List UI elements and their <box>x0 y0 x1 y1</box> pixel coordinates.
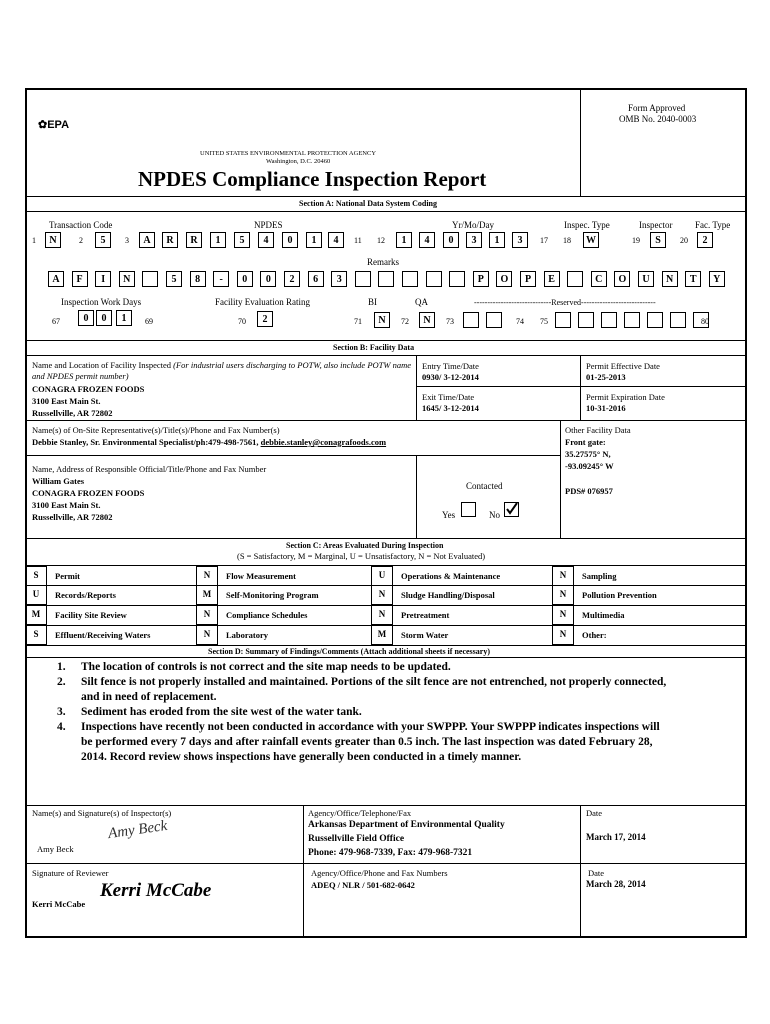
page-title: NPDES Compliance Inspection Report <box>138 167 487 191</box>
remarks-box: I <box>95 271 111 287</box>
remarks-box: O <box>496 271 512 287</box>
field-number: 20 <box>680 236 688 245</box>
area-label: Pollution Prevention <box>582 590 657 600</box>
finding-number: 4. <box>57 721 66 733</box>
field-number: 67 <box>52 317 60 326</box>
epa-logo: ✿EPA <box>38 119 70 131</box>
inspector-label: Name(s) and Signature(s) of Inspector(s) <box>32 808 172 818</box>
area-label: Flow Measurement <box>226 571 296 581</box>
agency-line-2: Russellville Field Office <box>308 834 405 844</box>
date-label-1: Date <box>586 808 603 818</box>
code-box: 5 <box>234 232 250 248</box>
entry-label: Entry Time/Date <box>422 361 479 371</box>
area-label: Pretreatment <box>401 610 450 620</box>
field-number: 69 <box>145 317 153 326</box>
facility-label: Name and Location of Facility Inspected (For industrial users discharging to POTW, also include POTW name and NPDES permit number) <box>32 360 411 381</box>
qa-box: N <box>419 312 435 328</box>
code-box: 5 <box>95 232 111 248</box>
finding-text: be performed every 7 days and after rainfall events greater than 0.5 inch. The last inspection was dated February 28, <box>81 736 653 748</box>
area-label: Laboratory <box>226 630 269 640</box>
reserved-box <box>578 312 594 328</box>
reserved-box <box>601 312 617 328</box>
remarks-box: 8 <box>190 271 206 287</box>
field-number: 11 <box>354 236 362 245</box>
remarks-box: F <box>72 271 88 287</box>
responsible-label: Name, Address of Responsible Official/Title/Phone and Fax Number <box>32 464 267 474</box>
label-bi: BI <box>368 297 377 307</box>
area-label: Multimedia <box>582 610 625 620</box>
code-box: 4 <box>328 232 344 248</box>
remarks-box: O <box>614 271 630 287</box>
area-rating: M <box>31 609 41 619</box>
code-box: 4 <box>419 232 435 248</box>
code-box: 1 <box>306 232 322 248</box>
field-number: 73 <box>446 317 454 326</box>
label-remarks: Remarks <box>367 257 399 267</box>
area-label: Compliance Schedules <box>226 610 308 620</box>
area-label: Facility Site Review <box>55 610 127 620</box>
responsible-line-2: CONAGRA FROZEN FOODS <box>32 488 145 498</box>
area-label: Operations & Maintenance <box>401 571 501 581</box>
agency-line-3: Phone: 479-968-7339, Fax: 479-968-7321 <box>308 848 473 858</box>
area-label: Other: <box>582 630 607 640</box>
remarks-box: T <box>685 271 701 287</box>
date-1: March 17, 2014 <box>586 832 646 842</box>
area-rating: N <box>203 629 211 639</box>
code-box: N <box>45 232 61 248</box>
remarks-box: - <box>213 271 229 287</box>
omb-number: OMB No. 2040-0003 <box>619 114 697 124</box>
work-days-box: 0 <box>96 310 112 326</box>
facility-line-2: 3100 East Main St. <box>32 396 101 406</box>
other-line-2: 35.27575° N, <box>565 449 611 459</box>
code-box: 3 <box>466 232 482 248</box>
code-box: 4 <box>258 232 274 248</box>
date-2: March 28, 2014 <box>586 879 646 889</box>
field-number: 80 <box>701 317 709 326</box>
agency2-label: Agency/Office/Phone and Fax Numbers <box>311 868 448 878</box>
other-facility-label: Other Facility Data <box>565 425 631 435</box>
label-inspector: Inspector <box>639 220 673 230</box>
yes-label: Yes <box>442 510 456 520</box>
finding-text: Silt fence is not properly installed and maintained. Portions of the silt fence are not entrenched, not properly connected, <box>81 676 667 688</box>
field-number: 70 <box>238 317 246 326</box>
exit-value: 1645/ 3-12-2014 <box>422 403 479 413</box>
remarks-box <box>449 271 465 287</box>
code-box: A <box>139 232 155 248</box>
area-rating: S <box>33 629 39 639</box>
entry-value: 0930/ 3-12-2014 <box>422 372 479 382</box>
reserved-box <box>647 312 663 328</box>
field-number: 12 <box>377 236 385 245</box>
code-box: 1 <box>489 232 505 248</box>
agency-line-1: Arkansas Department of Environmental Quality <box>308 820 505 830</box>
area-label: Records/Reports <box>55 590 116 600</box>
field-number: 75 <box>540 317 548 326</box>
area-rating: N <box>203 570 211 580</box>
area-label: Sludge Handling/Disposal <box>401 590 495 600</box>
contacted-label: Contacted <box>466 481 503 491</box>
area-label: Self-Monitoring Program <box>226 590 319 600</box>
reviewer-signature: Kerri McCabe <box>100 880 212 901</box>
work-days-box: 0 <box>78 310 94 326</box>
reserved-box <box>463 312 479 328</box>
field-number: 71 <box>354 317 362 326</box>
code-box: W <box>583 232 599 248</box>
onsite-value: Debbie Stanley, Sr. Environmental Specialist/ph:479-498-7561, debbie.stanley@conagrafoods.com <box>32 437 387 447</box>
remarks-box: 6 <box>308 271 324 287</box>
form-approved: Form Approved <box>628 103 686 113</box>
finding-number: 1. <box>57 661 66 673</box>
label-yrmoday: Yr/Mo/Day <box>452 220 494 230</box>
onsite-email[interactable]: debbie.stanley@conagrafoods.com <box>260 437 387 447</box>
area-rating: M <box>377 629 387 639</box>
agency2-value: ADEQ / NLR / 501-682-0642 <box>311 880 415 890</box>
area-rating: U <box>378 570 386 580</box>
reserved-box <box>670 312 686 328</box>
remarks-box <box>142 271 158 287</box>
area-rating: N <box>559 629 567 639</box>
section-c-legend: (S = Satisfactory, M = Marginal, U = Unsatisfactory, N = Not Evaluated) <box>237 551 486 561</box>
area-rating: N <box>559 609 567 619</box>
onsite-label: Name(s) of On-Site Representative(s)/Title(s)/Phone and Fax Number(s) <box>32 425 280 435</box>
bi-box: N <box>374 312 390 328</box>
area-label: Sampling <box>582 571 617 581</box>
field-number: 2 <box>79 236 83 245</box>
section-b-title: Section B: Facility Data <box>333 343 415 352</box>
section-c-title: Section C: Areas Evaluated During Inspection <box>286 541 444 550</box>
finding-text: The location of controls is not correct and the site map needs to be updated. <box>81 661 451 673</box>
finding-text: Inspections have recently not been conducted in accordance with your SWPPP. Your SWPPP indicates inspections will <box>81 721 660 733</box>
agency-location: Washington, D.C. 20460 <box>266 158 331 165</box>
other-line-3: -93.09245° W <box>565 461 614 471</box>
responsible-line-1: William Gates <box>32 476 85 486</box>
remarks-box <box>567 271 583 287</box>
area-rating: M <box>202 589 212 599</box>
remarks-box <box>426 271 442 287</box>
field-number: 17 <box>540 236 548 245</box>
no-label: No <box>489 510 500 520</box>
rating-box: 2 <box>257 311 273 327</box>
area-rating: N <box>203 609 211 619</box>
reserved-box <box>624 312 640 328</box>
area-rating: N <box>378 589 386 599</box>
inspector-name: Amy Beck <box>37 844 74 854</box>
remarks-box: 0 <box>260 271 276 287</box>
exit-label: Exit Time/Date <box>422 392 475 402</box>
agency-label: Agency/Office/Telephone/Fax <box>308 808 412 818</box>
remarks-box: E <box>544 271 560 287</box>
label-npdes: NPDES <box>254 220 283 230</box>
label-transaction-code: Transaction Code <box>49 220 113 230</box>
permit-eff-label: Permit Effective Date <box>586 361 660 371</box>
permit-exp-label: Permit Expiration Date <box>586 392 665 402</box>
label-inspec-type: Inspec. Type <box>564 220 610 230</box>
field-number: 19 <box>632 236 640 245</box>
remarks-box <box>378 271 394 287</box>
area-rating: N <box>559 589 567 599</box>
work-days-box: 1 <box>116 310 132 326</box>
field-number: 3 <box>125 236 129 245</box>
label-facility-evaluation-rating: Facility Evaluation Rating <box>215 297 310 307</box>
area-label: Storm Water <box>401 630 449 640</box>
label-fac-type: Fac. Type <box>695 220 731 230</box>
remarks-box: C <box>591 271 607 287</box>
remarks-box: N <box>662 271 678 287</box>
checkmark-icon <box>505 502 518 515</box>
code-box: 0 <box>282 232 298 248</box>
label-reserved: -----------------------------Reserved---------------------------- <box>474 298 656 307</box>
code-box: 2 <box>697 232 713 248</box>
remarks-box: P <box>473 271 489 287</box>
finding-text: 2014. Record review shows inspections have generally been conducted in a timely manner. <box>81 751 522 763</box>
area-label: Permit <box>55 571 81 581</box>
field-number: 72 <box>401 317 409 326</box>
area-rating: N <box>559 570 567 580</box>
code-box: 0 <box>443 232 459 248</box>
area-rating: U <box>32 589 40 599</box>
epa-logo-icon: ✿ <box>38 119 48 131</box>
permit-eff-value: 01-25-2013 <box>586 372 626 382</box>
remarks-box: U <box>638 271 654 287</box>
date-label-2: Date <box>588 868 605 878</box>
label-qa: QA <box>415 297 428 307</box>
remarks-box: P <box>520 271 536 287</box>
other-line-1: Front gate: <box>565 437 606 447</box>
field-number: 74 <box>516 317 524 326</box>
remarks-box: 2 <box>284 271 300 287</box>
remarks-box: 5 <box>166 271 182 287</box>
remarks-box: 3 <box>331 271 347 287</box>
remarks-box: A <box>48 271 64 287</box>
no-checkbox[interactable] <box>504 502 519 517</box>
facility-line-3: Russellville, AR 72802 <box>32 408 113 418</box>
finding-text: and in need of replacement. <box>81 691 217 703</box>
section-d-title: Section D: Summary of Findings/Comments (Attach additional sheets if necessary) <box>208 647 490 656</box>
reserved-box <box>555 312 571 328</box>
yes-checkbox[interactable] <box>461 502 476 517</box>
field-number: 1 <box>32 236 36 245</box>
responsible-line-3: 3100 East Main St. <box>32 500 101 510</box>
permit-exp-value: 10-31-2016 <box>586 403 626 413</box>
remarks-box: 0 <box>237 271 253 287</box>
responsible-line-4: Russellville, AR 72802 <box>32 512 113 522</box>
area-rating: N <box>378 609 386 619</box>
inspector-signature: Amy Beck <box>107 817 169 843</box>
area-label: Effluent/Receiving Waters <box>55 630 151 640</box>
remarks-box <box>402 271 418 287</box>
field-number: 18 <box>563 236 571 245</box>
code-box: 3 <box>512 232 528 248</box>
remarks-box <box>355 271 371 287</box>
code-box: R <box>186 232 202 248</box>
finding-number: 2. <box>57 676 66 688</box>
code-box: S <box>650 232 666 248</box>
reviewer-name: Kerri McCabe <box>32 899 86 909</box>
area-rating: S <box>33 570 39 580</box>
facility-line-1: CONAGRA FROZEN FOODS <box>32 384 145 394</box>
remarks-box: N <box>119 271 135 287</box>
reviewer-label: Signature of Reviewer <box>32 868 109 878</box>
code-box: R <box>162 232 178 248</box>
pds-number: PDS# 076957 <box>565 486 613 496</box>
finding-number: 3. <box>57 706 66 718</box>
remarks-box: Y <box>709 271 725 287</box>
label-inspection-work-days: Inspection Work Days <box>61 297 142 307</box>
section-a-title: Section A: National Data System Coding <box>299 199 438 208</box>
finding-text: Sediment has eroded from the site west of the water tank. <box>81 706 362 718</box>
reserved-box <box>486 312 502 328</box>
agency-name: UNITED STATES ENVIRONMENTAL PROTECTION AGENCY <box>200 150 377 157</box>
code-box: 1 <box>396 232 412 248</box>
code-box: 1 <box>210 232 226 248</box>
